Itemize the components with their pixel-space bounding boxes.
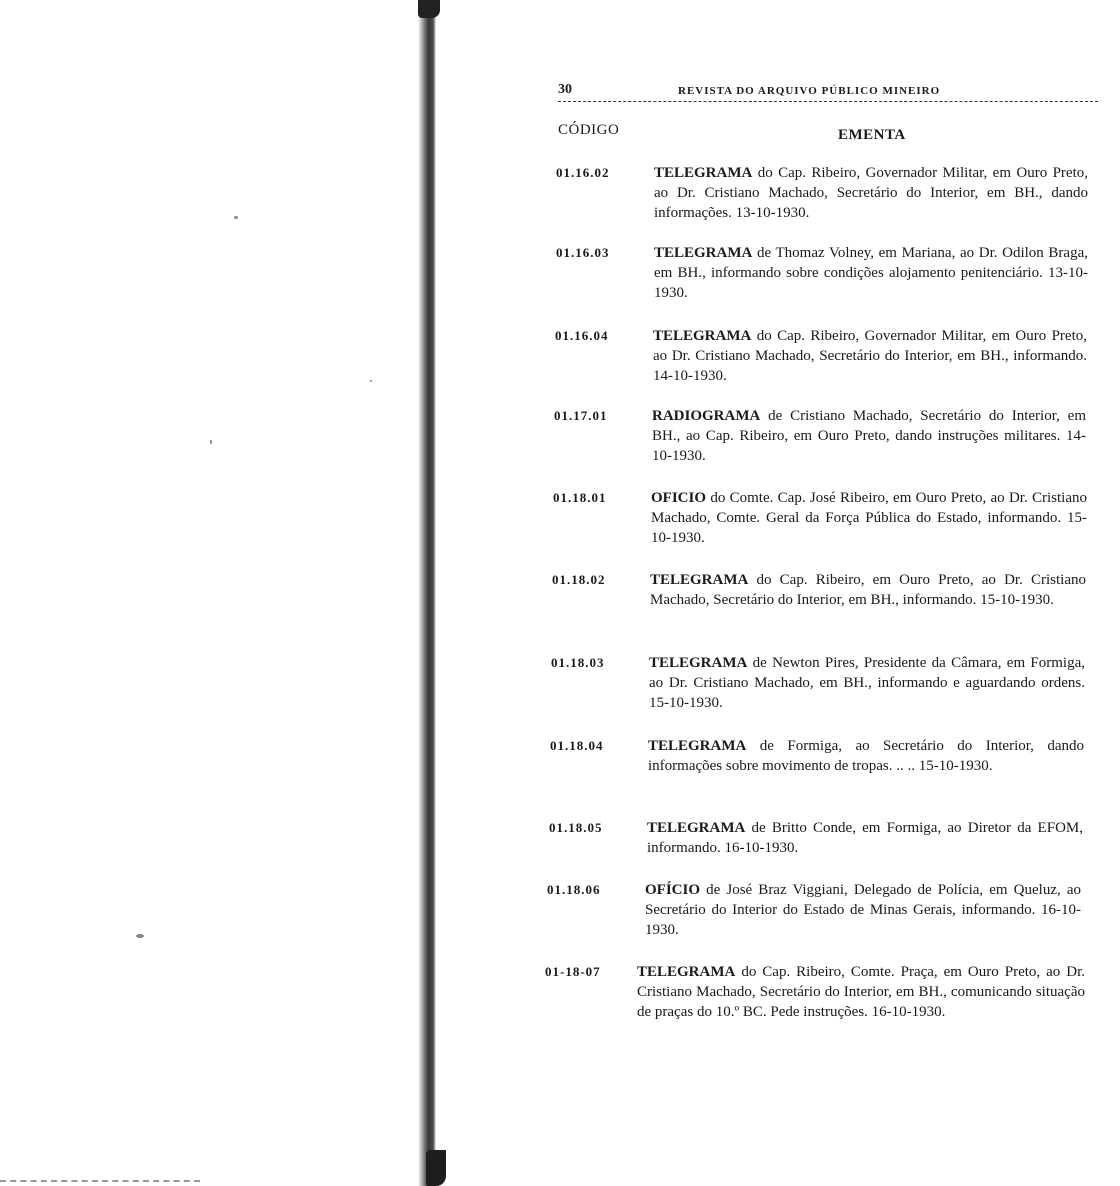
dust-speck	[210, 440, 212, 444]
entry-document-type: TELEGRAMA	[654, 245, 753, 261]
spine-bottom-mark	[426, 1150, 446, 1186]
book-spine-shadow	[418, 0, 436, 1186]
entry-summary	[651, 488, 1087, 548]
entry-summary	[647, 818, 1083, 858]
entry-code: 01.18.05	[549, 820, 603, 835]
entry-document-type: OFÍCIO	[645, 882, 701, 898]
entry-description: de Formiga, ao Secretário do Interior, dando informações sobre movimento de tropas. .. .. 15-10-1930.	[648, 738, 1084, 774]
entry-description: de Thomaz Volney, em Mariana, ao Dr. Odilon Braga, em BH., informando sobre condições alojamento penitenciário. 13-10-1930.	[654, 245, 1088, 301]
entry-description: do Cap. Ribeiro, Comte. Praça, em Ouro Preto, ao Dr. Cristiano Machado, Secretário do Interior, em BH., comunicando situação de praças do 10.º BC. Pede instruções. 16-10-1930.	[637, 964, 1085, 1020]
entry-description: do Cap. Ribeiro, em Ouro Preto, ao Dr. Cristiano Machado, Secretário do Interior, em BH., informando. 15-10-1930.	[650, 572, 1086, 608]
entry-document-type: TELEGRAMA	[649, 655, 748, 671]
bottom-edge-marks	[0, 1180, 200, 1186]
entry-summary	[653, 326, 1087, 386]
entry-description: do Comte. Cap. José Ribeiro, em Ouro Preto, ao Dr. Cristiano Machado, Comte. Geral da Força Pública do Estado, informando. 15-10-1930.	[651, 490, 1087, 546]
dust-speck	[234, 216, 238, 219]
entry-description: do Cap. Ribeiro, Governador Militar, em Ouro Preto, ao Dr. Cristiano Machado, Secretário do Interior, em BH., informando. 14-10-1930.	[653, 328, 1087, 384]
entry-description: do Cap. Ribeiro, Governador Militar, em Ouro Preto, ao Dr. Cristiano Machado, Secretário do Interior, em BH., dando informações. 13-10-1930.	[654, 165, 1088, 221]
entry-description: de José Braz Viggiani, Delegado de Polícia, em Queluz, ao Secretário do Interior do Estado de Minas Gerais, informando. 16-10-1930.	[645, 882, 1081, 938]
header-rule	[558, 101, 1098, 102]
entry-summary	[654, 163, 1088, 223]
entry-description: de Britto Conde, em Formiga, ao Diretor da EFOM, informando. 16-10-1930.	[647, 820, 1083, 856]
page-header	[558, 82, 1098, 104]
entry-summary	[645, 880, 1081, 940]
entry-code: 01.16.02	[556, 165, 610, 180]
dust-speck	[136, 934, 144, 938]
entry-code: 01.18.01	[553, 490, 607, 505]
entry-code: 01-18-07	[545, 964, 601, 979]
entry-code: 01.16.04	[555, 328, 609, 343]
running-title: REVISTA DO ARQUIVO PÚBLICO MINEIRO	[678, 85, 941, 97]
entry-description: de Cristiano Machado, Secretário do Interior, em BH., ao Cap. Ribeiro, em Ouro Preto, dando instruções militares. 14-10-1930.	[652, 408, 1086, 464]
column-header-code: CÓDIGO	[558, 122, 620, 138]
dust-speck	[370, 380, 372, 382]
entry-code: 01.17.01	[554, 408, 608, 423]
entry-code: 01.18.04	[550, 738, 604, 753]
entry-summary	[637, 962, 1085, 1022]
entry-document-type: TELEGRAMA	[653, 328, 752, 344]
entry-document-type: TELEGRAMA	[637, 964, 736, 980]
entry-document-type: TELEGRAMA	[650, 572, 749, 588]
entry-document-type: TELEGRAMA	[647, 820, 746, 836]
column-header-summary: EMENTA	[838, 127, 906, 143]
entry-document-type: TELEGRAMA	[648, 738, 747, 754]
spine-top-mark	[418, 0, 440, 18]
entry-description: de Newton Pires, Presidente da Câmara, em Formiga, ao Dr. Cristiano Machado, em BH., informando e aguardando ordens. 15-10-1930.	[649, 655, 1085, 711]
entry-document-type: RADIOGRAMA	[652, 408, 761, 424]
entry-code: 01.18.02	[552, 572, 606, 587]
page-number: 30	[558, 82, 572, 97]
entry-summary	[650, 570, 1086, 610]
entry-summary	[648, 736, 1084, 776]
entry-summary	[654, 243, 1088, 303]
entry-summary	[649, 653, 1085, 713]
entry-document-type: TELEGRAMA	[654, 165, 753, 181]
entry-code: 01.18.03	[551, 655, 605, 670]
entry-code: 01.18.06	[547, 882, 601, 897]
entry-summary	[652, 406, 1086, 466]
entry-code: 01.16.03	[556, 245, 610, 260]
entry-document-type: OFICIO	[651, 490, 707, 506]
